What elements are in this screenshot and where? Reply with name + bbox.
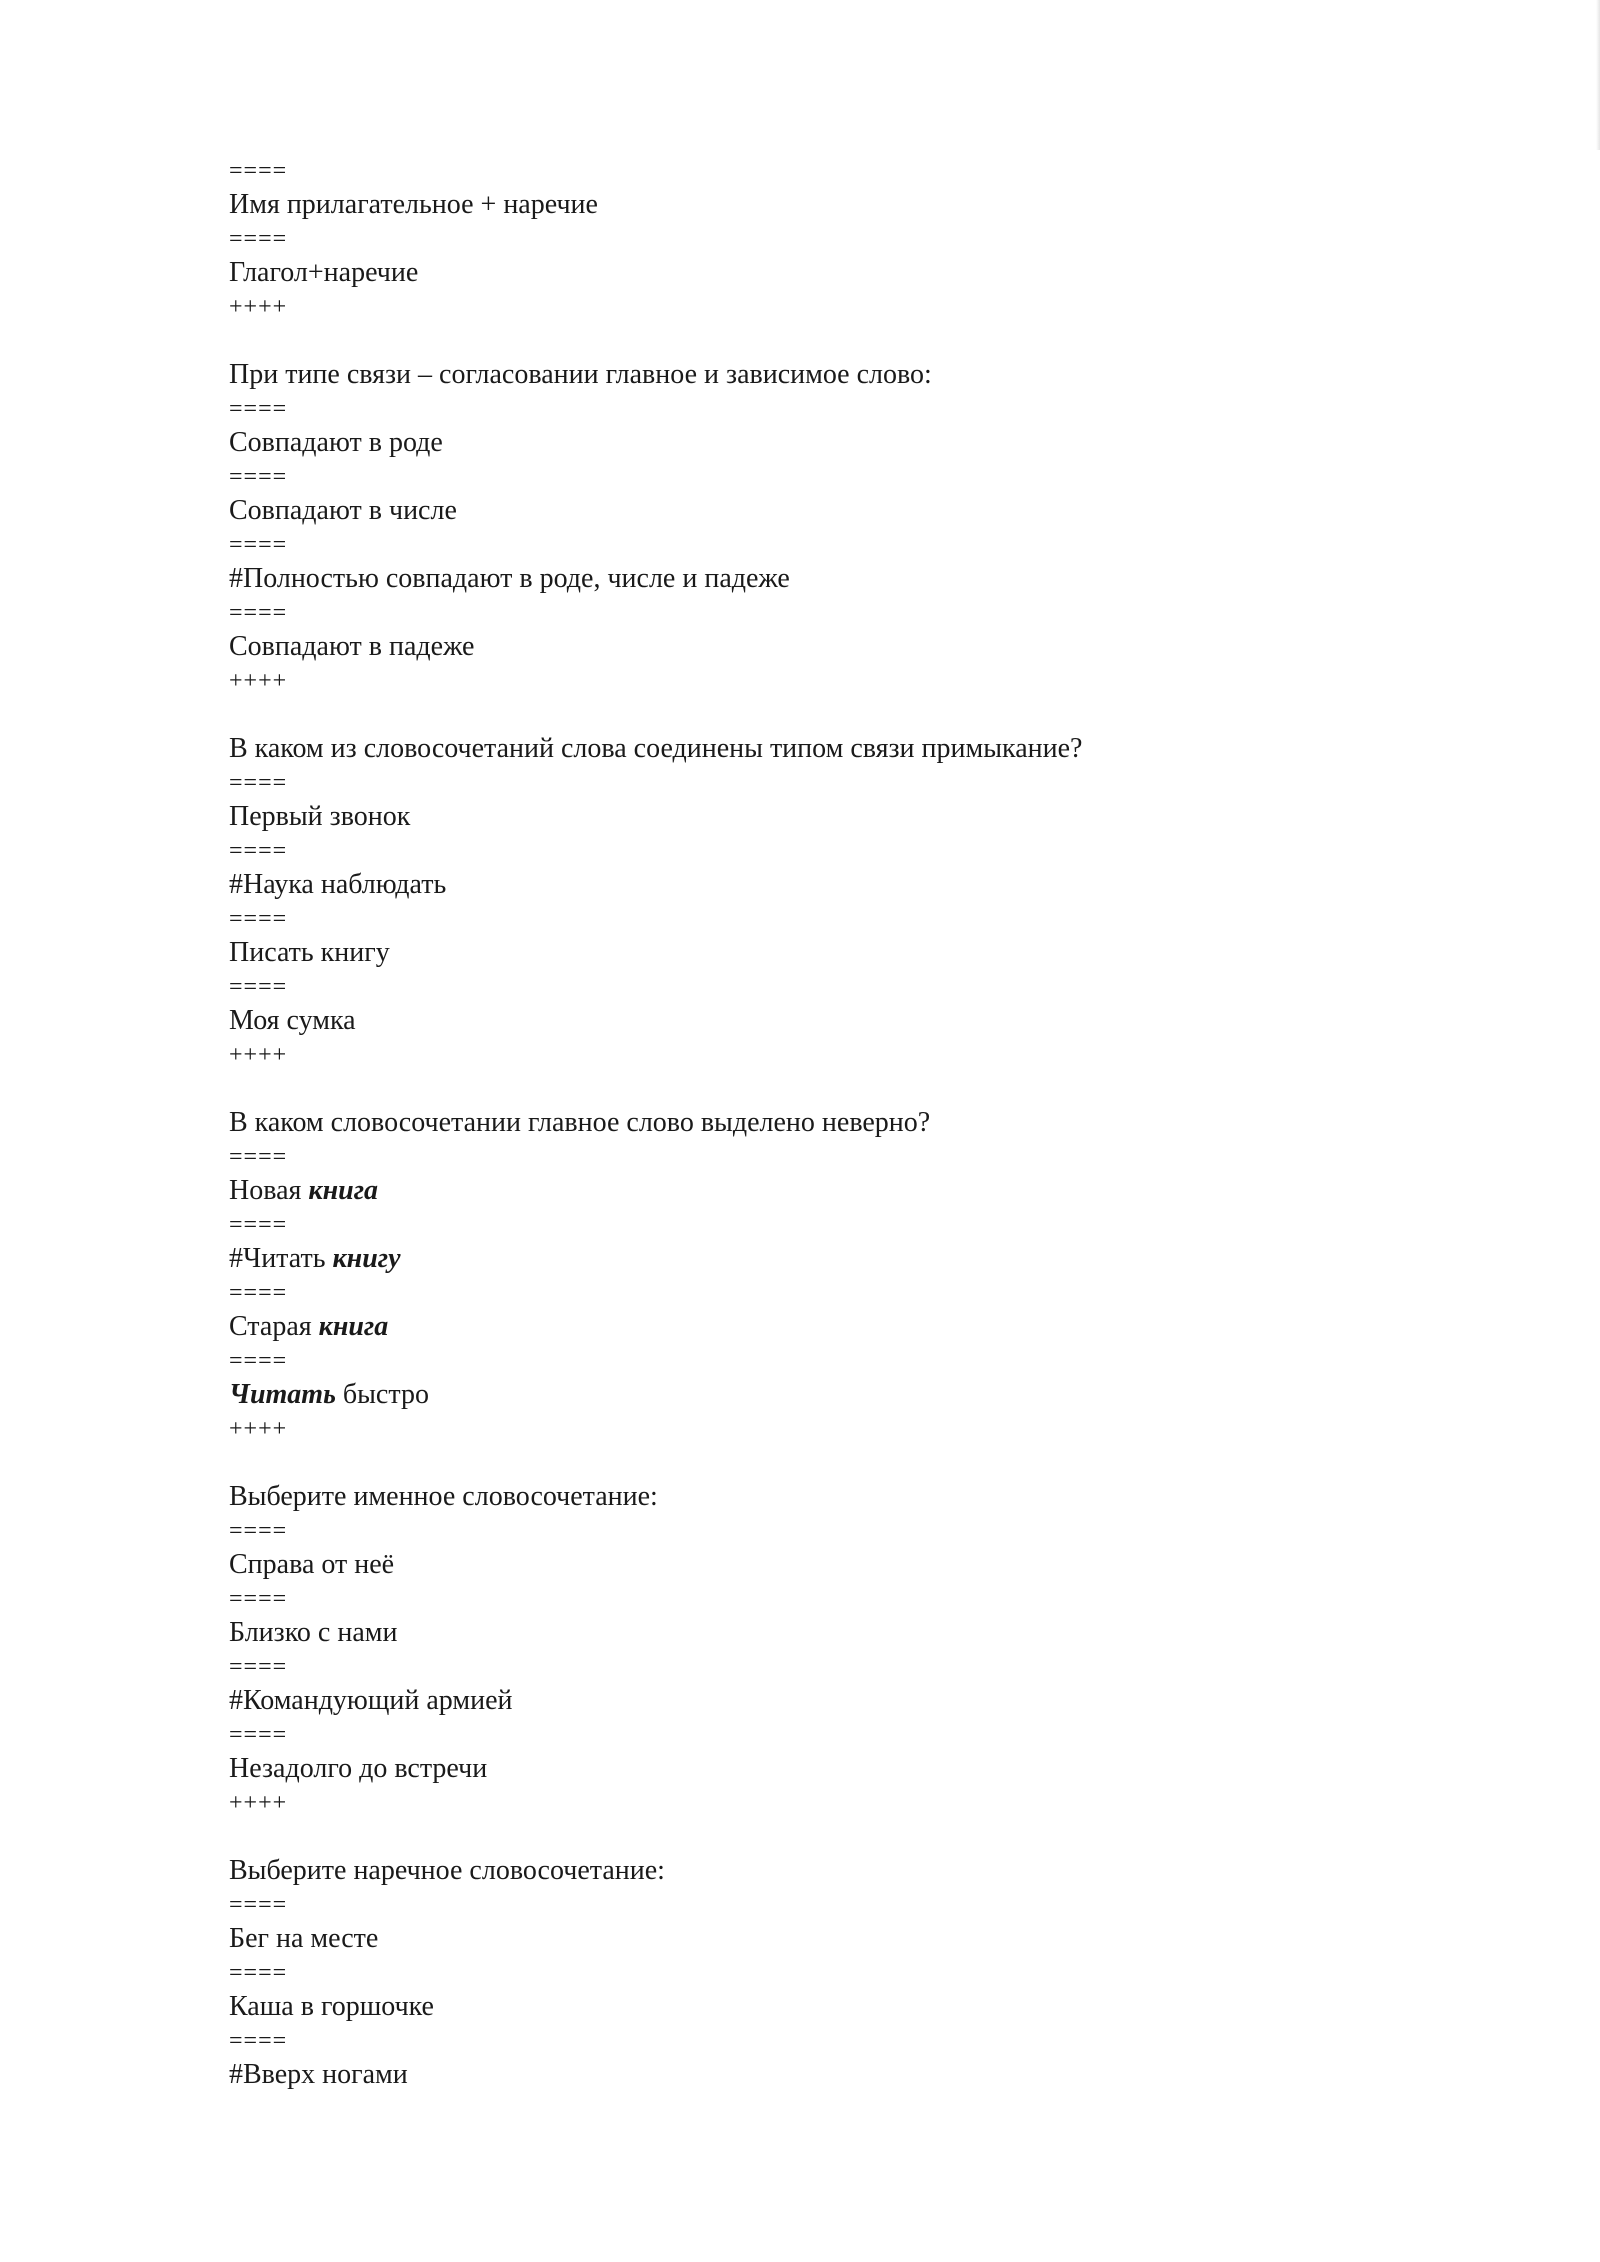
option-separator: ==== xyxy=(229,158,288,184)
option-separator: ==== xyxy=(229,396,288,422)
option-separator: ==== xyxy=(229,1654,288,1680)
option-separator: ==== xyxy=(229,2028,288,2054)
option-text: #Наука наблюдать xyxy=(229,869,447,900)
emphasized-word: Читать xyxy=(229,1379,336,1410)
option-text: #Вверх ногами xyxy=(229,2059,408,2090)
answer-option xyxy=(229,630,1429,664)
answer-option xyxy=(229,1990,1429,2024)
question-text: При типе связи – согласовании главное и зависимое слово: xyxy=(229,359,932,390)
option-text: #Командующий армией xyxy=(229,1685,513,1716)
page-edge-shadow xyxy=(1596,0,1600,150)
question-block xyxy=(229,1446,1429,1820)
answer-option xyxy=(229,494,1429,528)
option-text: Первый звонок xyxy=(229,801,411,832)
option-separator: ==== xyxy=(229,1280,288,1306)
answer-option xyxy=(229,426,1429,460)
option-text: Писать книгу xyxy=(229,937,390,968)
option-separator: ==== xyxy=(229,532,288,558)
answer-option xyxy=(229,800,1429,834)
question-block xyxy=(229,698,1429,1072)
answer-option xyxy=(229,1548,1429,1582)
option-text: Незадолго до встречи xyxy=(229,1753,488,1784)
blank-line xyxy=(229,1446,1429,1480)
emphasized-word: книга xyxy=(318,1311,389,1342)
option-text: Старая xyxy=(229,1311,319,1342)
option-separator: ==== xyxy=(229,464,288,490)
question-text: В каком из словосочетаний слова соединены типом связи примыкание? xyxy=(229,733,1083,764)
option-separator: ==== xyxy=(229,226,288,252)
answer-option xyxy=(229,256,1429,290)
blank-line xyxy=(229,324,1429,358)
question-text: Выберите именное словосочетание: xyxy=(229,1481,658,1512)
option-text: Новая xyxy=(229,1175,309,1206)
option-text: Глагол+наречие xyxy=(229,257,419,288)
answer-option xyxy=(229,936,1429,970)
answer-option xyxy=(229,1310,1429,1344)
question-block xyxy=(229,1072,1429,1446)
option-separator: ==== xyxy=(229,1212,288,1238)
answer-option xyxy=(229,1004,1429,1038)
answer-option xyxy=(229,1752,1429,1786)
option-text: Каша в горшочке xyxy=(229,1991,434,2022)
option-separator: ==== xyxy=(229,974,288,1000)
option-text: Моя сумка xyxy=(229,1005,356,1036)
emphasized-word: книга xyxy=(308,1175,379,1206)
option-separator: ==== xyxy=(229,1586,288,1612)
option-separator: ==== xyxy=(229,1960,288,1986)
question-block xyxy=(229,154,1429,324)
answer-option xyxy=(229,1684,1429,1718)
test-questions-document xyxy=(229,154,1429,2092)
option-separator: ==== xyxy=(229,600,288,626)
option-separator: ==== xyxy=(229,770,288,796)
answer-option xyxy=(229,562,1429,596)
option-separator: ==== xyxy=(229,1518,288,1544)
answer-option xyxy=(229,1242,1429,1276)
option-text: Имя прилагательное + наречие xyxy=(229,189,598,220)
option-separator: ==== xyxy=(229,1348,288,1374)
question-terminator: ++++ xyxy=(229,1042,288,1068)
option-text: Совпадают в роде xyxy=(229,427,443,458)
option-separator: ==== xyxy=(229,906,288,932)
emphasized-word: книгу xyxy=(332,1243,401,1274)
answer-option xyxy=(229,1378,1429,1412)
option-text: Справа от неё xyxy=(229,1549,395,1580)
blank-line xyxy=(229,1072,1429,1106)
question-block xyxy=(229,324,1429,698)
option-text: Совпадают в падеже xyxy=(229,631,475,662)
option-text: Совпадают в числе xyxy=(229,495,457,526)
answer-option xyxy=(229,1922,1429,1956)
option-text: #Читать xyxy=(229,1243,333,1274)
question-block xyxy=(229,1820,1429,2092)
question-text: В каком словосочетании главное слово выделено неверно? xyxy=(229,1107,931,1138)
question-terminator: ++++ xyxy=(229,1790,288,1816)
blank-line xyxy=(229,1820,1429,1854)
question-terminator: ++++ xyxy=(229,668,288,694)
answer-option xyxy=(229,1174,1429,1208)
option-text: Близко с нами xyxy=(229,1617,398,1648)
option-separator: ==== xyxy=(229,1144,288,1170)
answer-option xyxy=(229,868,1429,902)
question-terminator: ++++ xyxy=(229,294,288,320)
question-terminator: ++++ xyxy=(229,1416,288,1442)
option-text: #Полностью совпадают в роде, числе и падеже xyxy=(229,563,790,594)
option-separator: ==== xyxy=(229,838,288,864)
option-separator: ==== xyxy=(229,1892,288,1918)
answer-option xyxy=(229,2058,1429,2092)
question-text: Выберите наречное словосочетание: xyxy=(229,1855,665,1886)
option-text: быстро xyxy=(335,1379,429,1410)
answer-option xyxy=(229,1616,1429,1650)
option-separator: ==== xyxy=(229,1722,288,1748)
blank-line xyxy=(229,698,1429,732)
answer-option xyxy=(229,188,1429,222)
option-text: Бег на месте xyxy=(229,1923,379,1954)
